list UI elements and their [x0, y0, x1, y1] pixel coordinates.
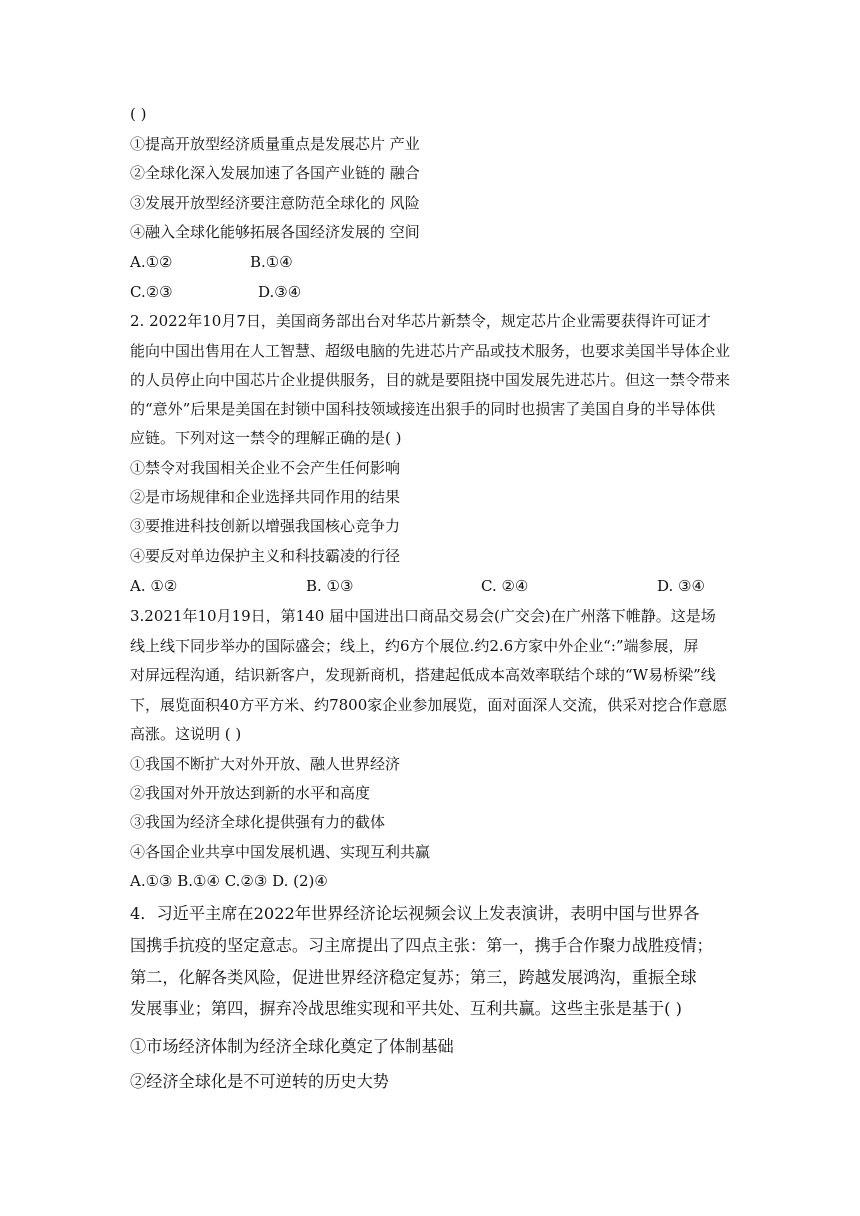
q2-choice-b: B. ①③ — [306, 577, 354, 595]
q2-stem-line-4: 的“意外”后果是美国在封锁中国科技领域接连出狠手的同时也损害了美国自身的半导体供 — [130, 400, 716, 418]
q3-option-2: ②我国对外开放达到新的水平和高度 — [130, 784, 371, 802]
q3-option-3: ③我国为经济全球化提供强有力的截体 — [130, 813, 386, 831]
q2-stem-line-2: 能向中国出售用在人工智慧、超级电脑的先进芯片产品或技术服务，也要求美国半导体企业 — [130, 342, 731, 360]
q3-stem-line-5: 高涨。这说明 ( ) — [130, 725, 242, 743]
q2-option-4: ④要反对单边保护主义和科技霸凌的行径 — [130, 547, 401, 565]
q2-stem-line-3: 的人员停止向中国芯片企业提供服务，目的就是要阻挠中国发展先进芯片。但这一禁令带来 — [130, 371, 731, 389]
q1-option-2: ②全球化深入发展加速了各国产业链的 融合 — [130, 164, 420, 182]
q4-option-2: ②经济全球化是不可逆转的历史大势 — [130, 1072, 389, 1091]
q3-stem-line-1: 3.2021年10月19日，第140 届中国进出口商品交易会(广交会)在广州落下帷静。这是场 — [130, 607, 716, 625]
q4-stem-line-2: 国携手抗疫的坚定意志。习主席提出了四点主张：第一，携手合作聚力战胜疫情； — [130, 936, 713, 955]
q2-choice-c: C. ②④ — [481, 577, 529, 595]
q4-stem-line-3: 第二，化解各类风险，促进世界经济稳定复苏；第三，跨越发展鸿沟，重振全球 — [130, 968, 697, 987]
q3-option-1: ①我国不断扩大对外开放、融人世界经济 — [130, 755, 401, 773]
q1-option-1: ①提高开放型经济质量重点是发展芯片 产业 — [130, 135, 420, 153]
q1-option-3: ③发展开放型经济要注意防范全球化的 风险 — [130, 194, 420, 212]
q2-option-3: ③要推进科技创新以增强我国核心竞争力 — [130, 517, 401, 535]
q1-answer-bracket: ( ) — [130, 105, 147, 123]
q4-stem-line-4: 发展事业；第四，摒弃冷战思维实现和平共处、互利共赢。这些主张是基于( ) — [130, 999, 682, 1018]
q1-choice-b: B.①④ — [250, 253, 293, 271]
q1-choice-d: D.③④ — [258, 283, 302, 301]
q3-choices: A.①③ B.①④ C.②③ D. (2)④ — [130, 872, 328, 890]
q2-choice-a: A. ①② — [130, 577, 178, 595]
q2-stem-line-1: 2. 2022年10月7日，美国商务部出台对华芯片新禁令，规定芯片企业需要获得许可证才 — [130, 312, 711, 330]
q3-stem-line-3: 对屏远程沟通，结识新客户，发现新商机，搭建起低成本高效率联结个球的“W易桥梁”线 — [130, 666, 716, 684]
q2-option-1: ①禁令对我国相关企业不会产生任何影响 — [130, 459, 401, 477]
q2-option-2: ②是市场规律和企业选择共同作用的结果 — [130, 488, 401, 506]
q1-choice-c: C.②③ — [130, 283, 173, 301]
q2-choice-d: D. ③④ — [657, 577, 705, 595]
q3-stem-line-4: 下，展览面积40方平方米、约7800家企业参加展览，面对面深人交流，供采对挖合作意愿 — [130, 696, 728, 714]
q1-choice-a: A.①② — [130, 253, 173, 271]
q3-option-4: ④各国企业共享中国发展机遇、实现互利共赢 — [130, 843, 431, 861]
q4-option-1: ①市场经济体制为经济全球化奠定了体制基础 — [130, 1037, 454, 1056]
q4-stem-line-1: 4．习近平主席在2022年世界经济论坛视频会议上发表演讲，表明中国与世界各 — [130, 904, 700, 923]
q2-stem-line-5: 应链。下列对这一禁令的理解正确的是( ) — [130, 429, 402, 447]
q3-stem-line-2: 线上线下同步举办的国际盛会；线上，约6方个展位.约2.6方家中外企业“:”端参展，屏 — [130, 637, 699, 655]
q1-option-4: ④融入全球化能够拓展各国经济发展的 空间 — [130, 223, 420, 241]
